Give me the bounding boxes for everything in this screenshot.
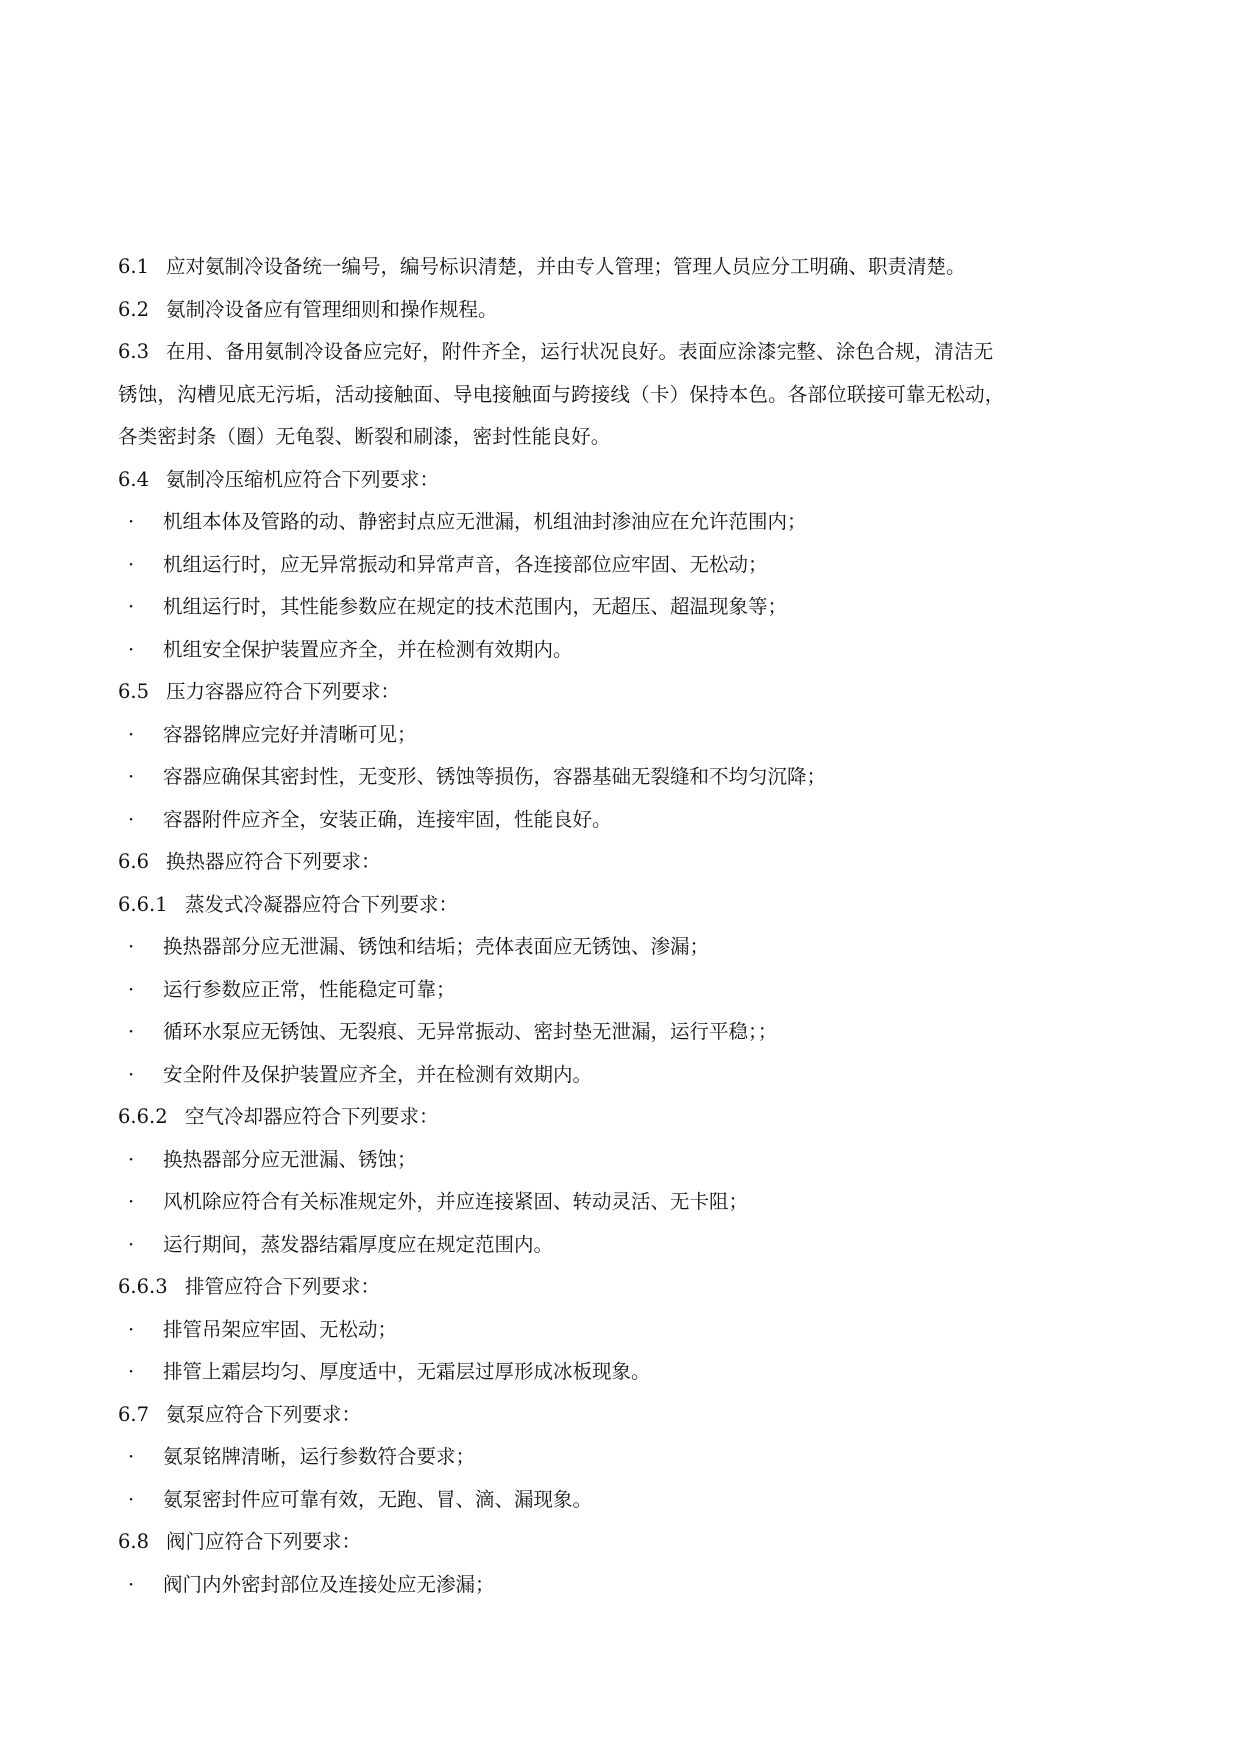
list-item (118, 1054, 1118, 1097)
clause-text: 排管应符合下列要求： (185, 1275, 381, 1298)
clause-number: 6.5 (118, 680, 150, 703)
subclause (118, 1096, 1118, 1139)
list-item (118, 1181, 1118, 1224)
clause (118, 671, 1118, 714)
list-item (118, 1436, 1118, 1479)
clause-text: 蒸发式冷凝器应符合下列要求： (185, 892, 459, 916)
clause-text: 各类密封条（圈）无龟裂、断裂和刷漆，密封性能良好。 (118, 425, 611, 448)
list-item (118, 501, 1118, 544)
list-item-text: 阀门内外密封部位及连接处应无渗漏； (163, 1572, 495, 1596)
list-item (118, 1139, 1118, 1182)
clause-text: 应对氨制冷设备统一编号，编号标识清楚，并由专人管理；管理人员应分工明确、职责清楚。 (166, 255, 966, 278)
list-item (118, 1224, 1118, 1267)
list-item (118, 1011, 1118, 1054)
clause-text: 氨制冷设备应有管理细则和操作规程。 (166, 297, 498, 321)
list-item-text: 容器附件应齐全，安装正确，连接牢固，性能良好。 (163, 807, 612, 831)
list-item (118, 1309, 1118, 1352)
bullet-icon: · (128, 1147, 135, 1171)
list-item (118, 1351, 1118, 1394)
clause-number: 6.6.1 (118, 892, 168, 916)
clause (118, 1521, 1118, 1564)
bullet-icon: · (128, 1445, 135, 1468)
document-body (118, 246, 1118, 1606)
list-item-text: 安全附件及保护装置应齐全，并在检测有效期内。 (163, 1062, 593, 1086)
list-item-text: 机组运行时，其性能参数应在规定的技术范围内，无超压、超温现象等； (163, 595, 788, 618)
clause (118, 1394, 1118, 1437)
list-item-text: 运行期间，蒸发器结霜厚度应在规定范围内。 (163, 1232, 554, 1256)
bullet-icon: · (128, 637, 135, 661)
clause (118, 459, 1118, 502)
list-item-text: 机组本体及管路的动、静密封点应无泄漏，机组油封渗油应在允许范围内； (163, 510, 807, 533)
list-item-text: 换热器部分应无泄漏、锈蚀； (163, 1147, 417, 1171)
list-item-text: 机组安全保护装置应齐全，并在检测有效期内。 (163, 637, 573, 661)
list-item-text: 排管吊架应牢固、无松动； (163, 1317, 398, 1341)
clause-text: 压力容器应符合下列要求： (166, 680, 401, 703)
bullet-icon: · (128, 1487, 135, 1511)
clause-number: 6.8 (118, 1530, 150, 1553)
list-item-text: 容器应确保其密封性，无变形、锈蚀等损伤，容器基础无裂缝和不均匀沉降； (163, 765, 827, 788)
clause-number: 6.7 (118, 1402, 150, 1426)
list-item (118, 1564, 1118, 1607)
list-item (118, 544, 1118, 587)
list-item (118, 1479, 1118, 1522)
bullet-icon: · (128, 1232, 135, 1256)
clause-text: 在用、备用氨制冷设备应完好，附件齐全，运行状况良好。表面应涂漆完整、涂色合规，清洁无 (166, 340, 994, 363)
list-item-text: 循环水泵应无锈蚀、无裂痕、无异常振动、密封垫无泄漏，运行平稳；； (163, 1020, 778, 1043)
bullet-icon: · (128, 977, 135, 1001)
bullet-icon: · (128, 1190, 135, 1213)
bullet-icon: · (128, 1572, 135, 1596)
clause-text: 氨泵应符合下列要求： (166, 1402, 362, 1426)
bullet-icon: · (128, 510, 135, 533)
list-item (118, 799, 1118, 842)
clause-text: 氨制冷压缩机应符合下列要求： (166, 467, 440, 491)
clause-text: 锈蚀，沟槽见底无污垢，活动接触面、导电接触面与跨接线（卡）保持本色。各部位联接可靠无松动， (118, 382, 1005, 406)
list-item (118, 756, 1118, 799)
bullet-icon: · (128, 552, 135, 576)
clause (118, 841, 1118, 884)
bullet-icon: · (128, 807, 135, 831)
clause-text: 换热器应符合下列要求： (166, 850, 381, 873)
list-item-text: 运行参数应正常，性能稳定可靠； (163, 977, 456, 1001)
clause-number: 6.2 (118, 297, 150, 321)
clause-text: 阀门应符合下列要求： (166, 1530, 362, 1553)
clause (118, 289, 1118, 332)
list-item-text: 风机除应符合有关标准规定外，并应连接紧固、转动灵活、无卡阻； (163, 1190, 749, 1213)
list-item-text: 排管上霜层均匀、厚度适中，无霜层过厚形成冰板现象。 (163, 1360, 651, 1383)
bullet-icon: · (128, 1020, 135, 1043)
bullet-icon: · (128, 765, 135, 788)
list-item (118, 586, 1118, 629)
bullet-icon: · (128, 722, 135, 746)
clause-number: 6.3 (118, 340, 150, 363)
clause-number: 6.1 (118, 255, 150, 278)
list-item (118, 714, 1118, 757)
clause-number: 6.6.3 (118, 1275, 168, 1298)
list-item-text: 氨泵铭牌清晰，运行参数符合要求； (163, 1445, 476, 1468)
list-item-text: 机组运行时，应无异常振动和异常声音，各连接部位应牢固、无松动； (163, 552, 768, 576)
list-item-text: 换热器部分应无泄漏、锈蚀和结垢；壳体表面应无锈蚀、渗漏； (163, 935, 710, 958)
bullet-icon: · (128, 935, 135, 958)
list-item-text: 氨泵密封件应可靠有效，无跑、冒、滴、漏现象。 (163, 1487, 593, 1511)
list-item (118, 926, 1118, 969)
subclause (118, 884, 1118, 927)
clause-text: 空气冷却器应符合下列要求： (185, 1105, 439, 1128)
clause-number: 6.6 (118, 850, 150, 873)
bullet-icon: · (128, 1360, 135, 1383)
clause-number: 6.6.2 (118, 1105, 168, 1128)
bullet-icon: · (128, 595, 135, 618)
list-item (118, 969, 1118, 1012)
subclause (118, 1266, 1118, 1309)
list-item (118, 629, 1118, 672)
bullet-icon: · (128, 1317, 135, 1341)
clause-number: 6.4 (118, 467, 150, 491)
bullet-icon: · (128, 1062, 135, 1086)
list-item-text: 容器铭牌应完好并清晰可见； (163, 722, 417, 746)
clause (118, 246, 1118, 289)
clause-paragraph (118, 331, 1118, 459)
